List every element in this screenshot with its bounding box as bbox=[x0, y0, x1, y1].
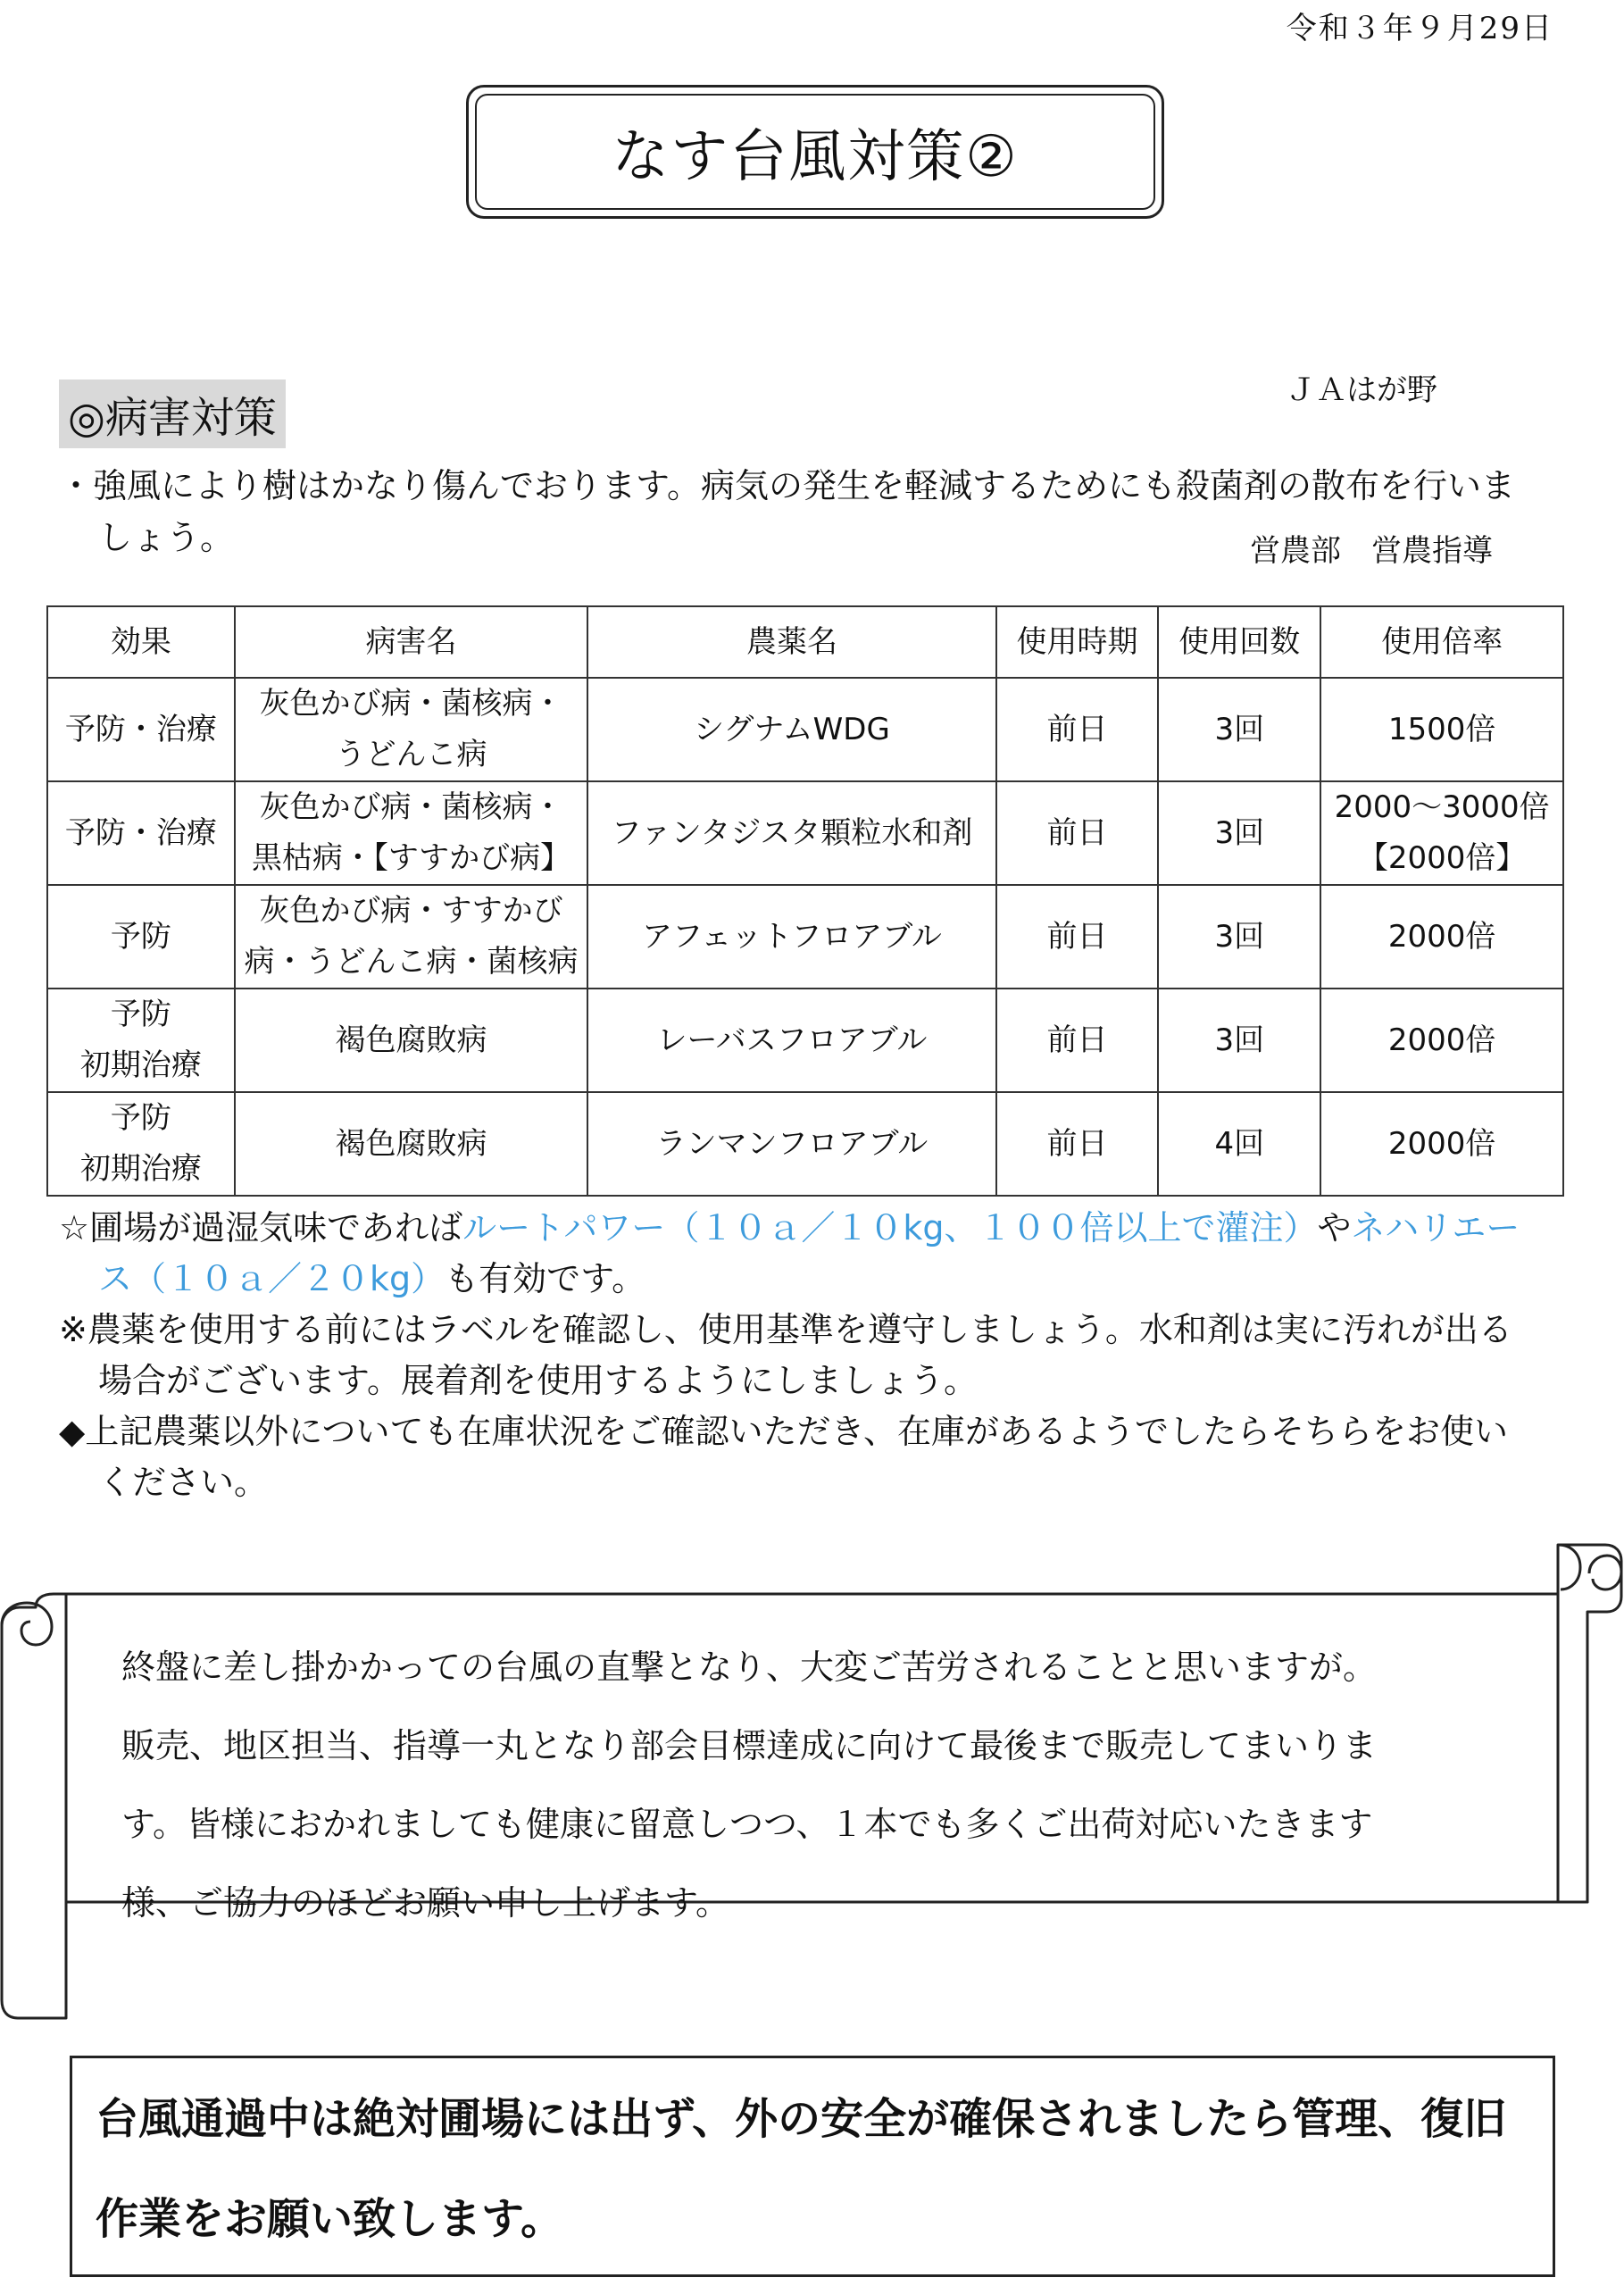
organization-name: ＪＡはが野 bbox=[1286, 372, 1437, 408]
effect-text: 予防・治療 bbox=[64, 814, 217, 851]
note-drainage bbox=[59, 1203, 1577, 1254]
warning-box bbox=[70, 2056, 1555, 2277]
disease-cell bbox=[235, 885, 587, 989]
disease-text: うどんこ病 bbox=[335, 737, 487, 772]
rate-text: 2000～3000倍 bbox=[1334, 789, 1550, 825]
rate-text: 2000倍 bbox=[1387, 1022, 1496, 1058]
warning-line: 台風通過中は絶対圃場には出ず、外の安全が確保されましたら管理、復旧 bbox=[96, 2094, 1507, 2144]
note-label: ※農薬を使用する前にはラベルを確認し、使用基準を遵守しましょう。水和剤は実に汚れが出る bbox=[59, 1310, 1512, 1349]
note-stock: ◆上記農薬以外についても在庫状況をご確認いただき、在庫があるようでしたらそちらをお使い bbox=[59, 1412, 1508, 1451]
warning-message bbox=[96, 2069, 1535, 2269]
table-row bbox=[47, 989, 1563, 1092]
message-line: 様、ご協力のほどお願い申し上げます。 bbox=[121, 1883, 729, 1923]
product-highlight: ネハリエー bbox=[1351, 1208, 1520, 1247]
rate-text: 1500倍 bbox=[1387, 711, 1496, 747]
product-highlight: ルートパワー（１０ａ／１０kg、１００倍以上で灌注） bbox=[462, 1208, 1318, 1247]
column-header: 効果 bbox=[47, 606, 235, 678]
title-frame bbox=[466, 85, 1164, 219]
disease-text: 褐色腐敗病 bbox=[335, 1125, 487, 1162]
disease-cell bbox=[235, 989, 587, 1092]
rate-text: 2000倍 bbox=[1387, 1125, 1496, 1162]
note-text: も有効です。 bbox=[445, 1259, 646, 1298]
message-line: す。皆様におかれましても健康に留意しつつ、１本でも多くご出荷対応いたきます bbox=[121, 1805, 1373, 1844]
note-label-cont: 場合がございます。展着剤を使用するようにしましょう。 bbox=[98, 1361, 978, 1400]
product-cell: レーバスフロアブル bbox=[587, 989, 995, 1092]
column-header: 使用回数 bbox=[1158, 606, 1320, 678]
effect-text: 予防 bbox=[110, 918, 171, 955]
disease-text: 灰色かび病・菌核病・ bbox=[259, 686, 563, 722]
effect-text: 予防 bbox=[110, 997, 171, 1032]
column-header: 農薬名 bbox=[587, 606, 995, 678]
table-row bbox=[47, 781, 1563, 885]
disease-text: 灰色かび病・すすかび bbox=[259, 893, 563, 929]
table-row bbox=[47, 885, 1563, 989]
count-cell: 3回 bbox=[1158, 781, 1320, 885]
organization-block bbox=[1250, 256, 1571, 631]
count-cell: 3回 bbox=[1158, 678, 1320, 781]
rate-text: 【2000倍】 bbox=[1357, 840, 1527, 876]
table-row bbox=[47, 678, 1563, 781]
document-date: 令和３年９月29日 bbox=[1286, 11, 1553, 46]
effect-cell bbox=[47, 678, 235, 781]
timing-cell: 前日 bbox=[996, 678, 1159, 781]
effect-text: 初期治療 bbox=[79, 1047, 202, 1083]
effect-cell bbox=[47, 989, 235, 1092]
scroll-message bbox=[121, 1628, 1541, 1942]
pesticide-table bbox=[46, 605, 1564, 1197]
timing-cell: 前日 bbox=[996, 781, 1159, 885]
message-line: 終盤に差し掛かかっての台風の直撃となり、大変ご苦労されることと思いますが。 bbox=[121, 1648, 1378, 1687]
effect-cell bbox=[47, 885, 235, 989]
disease-text: 褐色腐敗病 bbox=[335, 1022, 487, 1058]
effect-cell bbox=[47, 1092, 235, 1196]
note-text: ☆圃場が過湿気味であれば bbox=[59, 1208, 463, 1247]
notes-block bbox=[59, 1203, 1577, 1508]
count-cell: 3回 bbox=[1158, 989, 1320, 1092]
disease-text: 黒枯病・【すすかび病】 bbox=[251, 840, 571, 876]
disease-text: 灰色かび病・菌核病・ bbox=[259, 789, 563, 825]
timing-cell: 前日 bbox=[996, 885, 1159, 989]
rate-cell bbox=[1320, 1092, 1563, 1196]
count-cell: 3回 bbox=[1158, 885, 1320, 989]
warning-line: 作業をお願い致します。 bbox=[96, 2194, 564, 2244]
product-cell: シグナムWDG bbox=[587, 678, 995, 781]
effect-cell bbox=[47, 781, 235, 885]
product-cell: ファンタジスタ顆粒水和剤 bbox=[587, 781, 995, 885]
table-header-row bbox=[47, 606, 1563, 678]
intro-paragraph bbox=[59, 460, 1559, 563]
count-cell: 4回 bbox=[1158, 1092, 1320, 1196]
product-highlight: ス（１０ａ／２０kg） bbox=[98, 1259, 446, 1298]
disease-cell bbox=[235, 1092, 587, 1196]
column-header: 使用時期 bbox=[996, 606, 1159, 678]
note-text: や bbox=[1317, 1208, 1352, 1247]
section-title: ◎病害対策 bbox=[59, 380, 286, 448]
intro-line: しょう。 bbox=[98, 518, 235, 557]
disease-cell bbox=[235, 781, 587, 885]
effect-text: 予防・治療 bbox=[64, 711, 217, 747]
product-cell: ランマンフロアブル bbox=[587, 1092, 995, 1196]
effect-text: 予防 bbox=[110, 1100, 171, 1136]
message-line: 販売、地区担当、指導一丸となり部会目標達成に向けて最後まで販売してまいりま bbox=[121, 1726, 1378, 1765]
rate-cell bbox=[1320, 885, 1563, 989]
column-header: 病害名 bbox=[235, 606, 587, 678]
note-drainage-cont bbox=[59, 1254, 1577, 1305]
disease-text: 病・うどんこ病・菌核病 bbox=[244, 944, 579, 980]
column-header: 使用倍率 bbox=[1320, 606, 1563, 678]
rate-cell bbox=[1320, 678, 1563, 781]
intro-line: ・強風により樹はかなり傷んでおります。病気の発生を軽減するためにも殺菌剤の散布を行いま bbox=[59, 466, 1515, 505]
table-row bbox=[47, 1092, 1563, 1196]
disease-cell bbox=[235, 678, 587, 781]
timing-cell: 前日 bbox=[996, 1092, 1159, 1196]
department-name: 営農部 営農指導 bbox=[1250, 533, 1493, 569]
page-title: なす台風対策② bbox=[475, 94, 1155, 210]
rate-text: 2000倍 bbox=[1387, 918, 1496, 955]
rate-cell bbox=[1320, 781, 1563, 885]
product-cell: アフェットフロアブル bbox=[587, 885, 995, 989]
timing-cell: 前日 bbox=[996, 989, 1159, 1092]
note-stock-cont: ください。 bbox=[98, 1463, 269, 1502]
rate-cell bbox=[1320, 989, 1563, 1092]
effect-text: 初期治療 bbox=[79, 1151, 202, 1187]
